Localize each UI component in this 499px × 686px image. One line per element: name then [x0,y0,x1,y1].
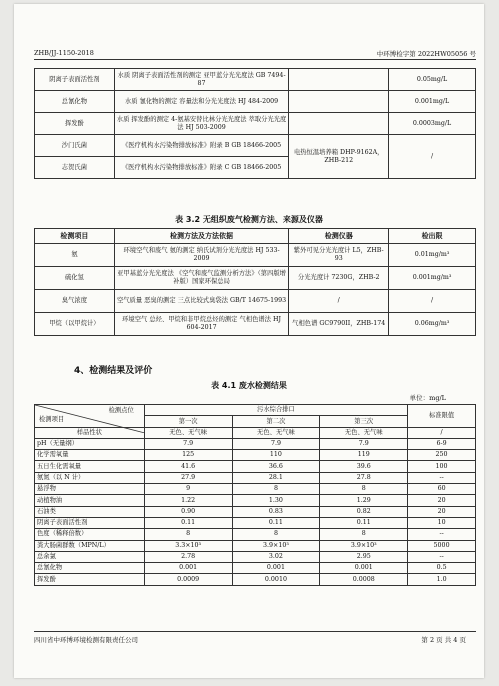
limit-cell: -- [408,472,476,483]
value-cell: 41.6 [144,461,232,472]
item-cell: 沙门氏菌 [35,135,115,157]
limit-cell: 5000 [408,540,476,551]
value-cell: 8 [232,529,320,540]
table-row [35,290,476,313]
item-cell: 总氰化物 [35,563,145,574]
table-row [35,540,476,551]
limit-cell: 0.001mg/m³ [389,267,476,290]
value-cell: 0.11 [144,517,232,528]
table-row [35,506,476,517]
instrument-cell [289,91,389,113]
method-cell: 亚甲基蓝分光光度法 《空气和废气监测分析方法》（第四版增补版）国家环保总局 [114,267,289,290]
table-header-row [35,229,476,244]
item-cell: 悬浮物 [35,484,145,495]
waste-gas-method-table [34,228,476,336]
value-cell: 3.9×10³ [232,540,320,551]
method-cell: 环境空气和废气 氨的测定 纳氏试剂分光光度法 HJ 533-2009 [114,244,289,267]
limit-cell: 1.0 [408,574,476,585]
value-cell: 1.29 [320,495,408,506]
instrument-cell: 分光光度计 7230G，ZHB-2 [289,267,389,290]
value-cell: 8 [320,529,408,540]
corner-header [35,405,145,428]
table-row [35,472,476,483]
value-cell: 3.02 [232,551,320,562]
item-cell: 阴离子表面活性剂 [35,517,145,528]
instrument-cell: 紫外可见分光光度计 L5，ZHB-93 [289,244,389,267]
document-code: ZHB/JJ-1150-2018 [34,49,94,57]
limit-cell: 0.001mg/L [389,91,476,113]
value-cell: 9 [144,484,232,495]
sampling-point-header: 污水综合排口 [144,405,407,416]
item-cell: 化学需氧量 [35,450,145,461]
item-cell: 硫化氢 [35,267,115,290]
report-page [14,4,484,678]
table-row [35,244,476,267]
table2-title: 表 3.2 无组织废气检测方法、来源及仪器 [175,215,323,224]
table-row [35,267,476,290]
value-cell: 1.30 [232,495,320,506]
instrument-cell [289,69,389,91]
item-cell: 粪大肠菌群数（MPN/L） [35,540,145,551]
value-cell: 0.83 [232,506,320,517]
instrument-cell: / [289,290,389,313]
limit-cell: 0.5 [408,563,476,574]
run-header: 第三次 [320,416,408,427]
table-row [35,484,476,495]
value-cell: 8 [320,484,408,495]
method-cell: 空气质量 恶臭的测定 三点比较式臭袋法 GB/T 14675-1993 [114,290,289,313]
method-cell: 《医疗机构水污染物排放标准》附录 B GB 18466-2005 [114,135,289,157]
table-row [35,438,476,449]
value-cell: 0.11 [232,517,320,528]
value-cell: 27.9 [144,472,232,483]
value-cell: 0.0010 [232,574,320,585]
run-header: 第二次 [232,416,320,427]
item-cell: 挥发酚 [35,113,115,135]
item-cell: 动植物油 [35,495,145,506]
section-heading: 4、检测结果及评价 [74,366,153,376]
value-cell: 119 [320,450,408,461]
unit-label: 单位：mg/L [409,394,446,402]
instrument-cell: 气相色谱 GC9790II，ZHB-174 [289,313,389,336]
table-row [35,495,476,506]
limit-cell: 20 [408,495,476,506]
method-cell: 水质 氰化物的测定 容量法和分光光度法 HJ 484-2009 [114,91,289,113]
page-header [34,49,476,60]
item-cell: 总氰化物 [35,91,115,113]
column-header: 检测仪器 [289,229,389,244]
limit-cell: 100 [408,461,476,472]
table-row [35,113,476,135]
value-cell: 27.8 [320,472,408,483]
item-cell: 志贺氏菌 [35,157,115,179]
instrument-cell [289,113,389,135]
column-header: 检出限 [389,229,476,244]
limit-cell: 0.06mg/m³ [389,313,476,336]
company-name: 四川省中环博环境检测有限责任公司 [34,636,138,644]
value-cell: 无色、无气味 [144,427,232,438]
table-row [35,450,476,461]
value-cell: 3.9×10³ [320,540,408,551]
column-header: 检测方法及方法依据 [114,229,289,244]
table-row [35,551,476,562]
standard-limit-header: 标准限值 [408,405,476,428]
value-cell: 36.6 [232,461,320,472]
table-row [35,135,476,157]
value-cell: 7.9 [144,438,232,449]
value-cell: 7.9 [232,438,320,449]
item-cell: 阴离子表面活性剂 [35,69,115,91]
value-cell: 28.1 [232,472,320,483]
value-cell: 0.001 [320,563,408,574]
limit-cell: -- [408,529,476,540]
limit-cell: 0.01mg/m³ [389,244,476,267]
results-body [35,427,476,585]
table-row [35,69,476,91]
table-row [35,517,476,528]
value-cell: 3.3×10³ [144,540,232,551]
value-cell: 0.82 [320,506,408,517]
table-row [35,563,476,574]
wastewater-results-table [34,404,476,586]
method-table-continued [34,68,476,179]
item-cell: pH（无量纲） [35,438,145,449]
item-cell: 色度（稀释倍数） [35,529,145,540]
limit-cell: 0.05mg/L [389,69,476,91]
value-cell: 8 [144,529,232,540]
value-cell: 0.001 [232,563,320,574]
value-cell: 2.95 [320,551,408,562]
value-cell: 2.78 [144,551,232,562]
instrument-cell: 电热恒温培养箱 DHP-9162A，ZHB-212 [289,135,389,179]
value-cell: 110 [232,450,320,461]
limit-cell: / [408,427,476,438]
value-cell: 7.9 [320,438,408,449]
item-cell: 样品性状 [35,427,145,438]
limit-cell: / [389,135,476,179]
table-row [35,91,476,113]
value-cell: 无色、无气味 [320,427,408,438]
limit-cell: 60 [408,484,476,495]
table-row [35,574,476,585]
method-cell: 《医疗机构水污染物排放标准》附录 C GB 18466-2005 [114,157,289,179]
item-cell: 氨氮（以 N 计） [35,472,145,483]
limit-cell: -- [408,551,476,562]
corner-point-label: 检测点位 [108,407,134,414]
corner-item-label: 检测项目 [39,415,65,423]
item-cell: 石油类 [35,506,145,517]
value-cell: 0.001 [144,563,232,574]
value-cell: 0.0008 [320,574,408,585]
column-header: 检测项目 [35,229,115,244]
value-cell: 0.0009 [144,574,232,585]
value-cell: 1.22 [144,495,232,506]
item-cell: 氨 [35,244,115,267]
method-cell: 水质 阴离子表面活性剂的测定 亚甲蓝分光光度法 GB 7494-87 [114,69,289,91]
limit-cell: 20 [408,506,476,517]
limit-cell: 10 [408,517,476,528]
limit-cell: 6-9 [408,438,476,449]
limit-cell: / [389,290,476,313]
value-cell: 39.6 [320,461,408,472]
value-cell: 无色、无气味 [232,427,320,438]
item-cell: 甲烷（以甲烷计） [35,313,115,336]
page-footer [34,631,476,644]
value-cell: 125 [144,450,232,461]
table3-title: 表 4.1 废水检测结果 [211,381,287,390]
table-row [35,529,476,540]
value-cell: 8 [232,484,320,495]
report-number: 中环博检字第 2022HW05056 号 [376,50,476,58]
table-row [35,313,476,336]
value-cell: 0.90 [144,506,232,517]
run-header: 第一次 [144,416,232,427]
method-cell: 水质 挥发酚的测定 4-氨基安替比林分光光度法 萃取分光光度法 HJ 503-2009 [114,113,289,135]
item-cell: 臭气浓度 [35,290,115,313]
page-number: 第 2 页 共 4 页 [421,636,466,644]
limit-cell: 0.0003mg/L [389,113,476,135]
item-cell: 五日生化需氧量 [35,461,145,472]
table-header-row [35,405,476,416]
table-row [35,461,476,472]
item-cell: 总余氯 [35,551,145,562]
limit-cell: 250 [408,450,476,461]
method-cell: 环境空气 总烃、甲烷和非甲烷总烃的测定 气相色谱法 HJ 604-2017 [114,313,289,336]
item-cell: 挥发酚 [35,574,145,585]
value-cell: 0.11 [320,517,408,528]
